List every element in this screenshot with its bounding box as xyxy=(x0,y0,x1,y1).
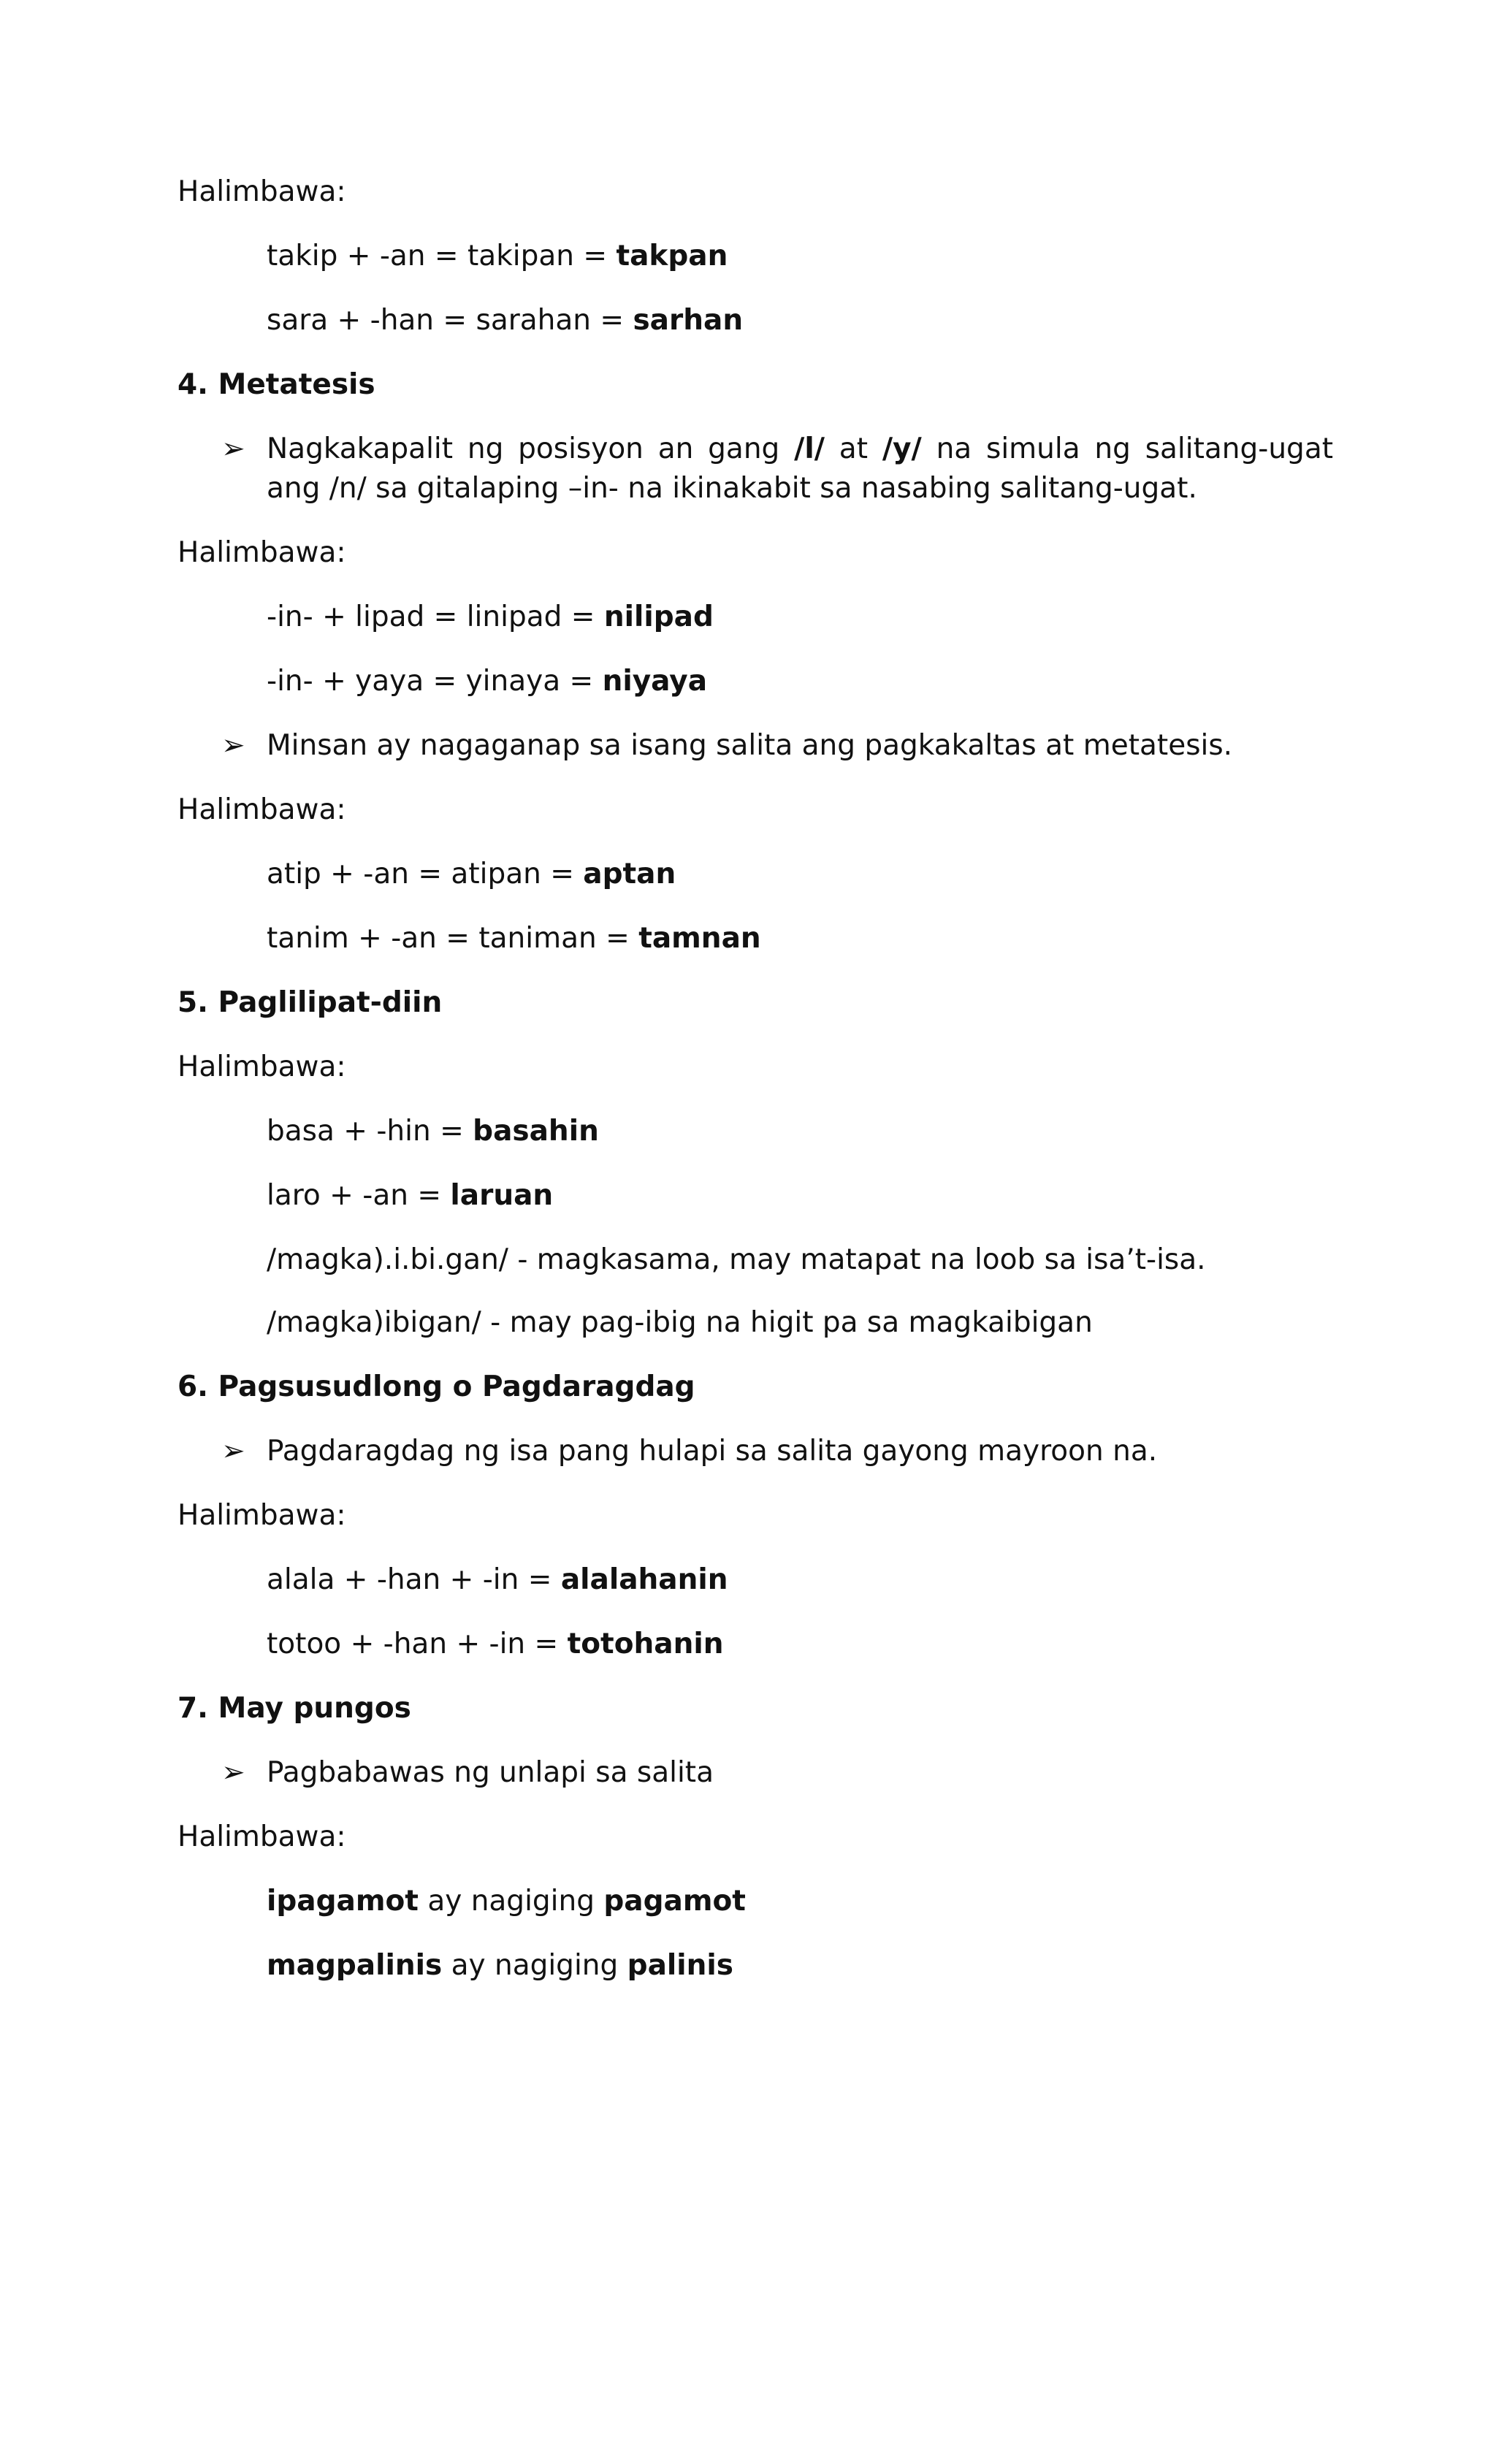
bullet-text: Pagbabawas ng unlapi sa salita xyxy=(267,1756,714,1789)
section-heading: 7. May pungos xyxy=(178,1692,411,1725)
example-line: magpalinis ay nagiging palinis xyxy=(267,1949,733,1982)
bullet-arrow-icon: ➢ xyxy=(221,1435,245,1468)
example-line: /magka).i.bi.gan/ - magkasama, may matapat na loob sa isa’t-isa. xyxy=(267,1243,1206,1276)
example-line: ipagamot ay nagiging pagamot xyxy=(267,1885,746,1918)
halimbawa-label: Halimbawa: xyxy=(178,175,346,208)
bullet-arrow-icon: ➢ xyxy=(221,1756,245,1789)
section-heading: 5. Paglilipat-diin xyxy=(178,986,443,1019)
halimbawa-label: Halimbawa: xyxy=(178,1050,346,1083)
bullet-arrow-icon: ➢ xyxy=(221,432,245,465)
example-line: sara + -han = sarahan = sarhan xyxy=(267,304,744,337)
bullet-paragraph: Nagkakapalit ng posisyon an gang /l/ at /y/ na simula ng salitang-ugat ang /n/ sa gitalaping –in- na ikinakabit sa nasabing salitang-ugat. xyxy=(267,432,1334,505)
bullet-text: Pagdaragdag ng isa pang hulapi sa salita gayong mayroon na. xyxy=(267,1435,1158,1468)
example-line: alala + -han + -in = alalahanin xyxy=(267,1563,728,1596)
halimbawa-label: Halimbawa: xyxy=(178,793,346,826)
example-line: laro + -an = laruan xyxy=(267,1179,554,1212)
bullet-arrow-icon: ➢ xyxy=(221,729,245,762)
section-heading: 6. Pagsusudlong o Pagdaragdag xyxy=(178,1370,695,1403)
example-line: /magka)ibigan/ - may pag-ibig na higit pa sa magkaibigan xyxy=(267,1306,1093,1339)
bullet-text: Minsan ay nagaganap sa isang salita ang pagkakaltas at metatesis. xyxy=(267,729,1233,762)
example-line: -in- + yaya = yinaya = niyaya xyxy=(267,665,708,698)
section-heading: 4. Metatesis xyxy=(178,368,375,401)
example-line: totoo + -han + -in = totohanin xyxy=(267,1628,724,1660)
example-line: -in- + lipad = linipad = nilipad xyxy=(267,600,714,633)
example-line: atip + -an = atipan = aptan xyxy=(267,858,676,890)
halimbawa-label: Halimbawa: xyxy=(178,1820,346,1853)
halimbawa-label: Halimbawa: xyxy=(178,536,346,569)
example-line: basa + -hin = basahin xyxy=(267,1115,599,1148)
example-line: takip + -an = takipan = takpan xyxy=(267,240,728,272)
example-line: tanim + -an = taniman = tamnan xyxy=(267,922,761,955)
halimbawa-label: Halimbawa: xyxy=(178,1499,346,1532)
